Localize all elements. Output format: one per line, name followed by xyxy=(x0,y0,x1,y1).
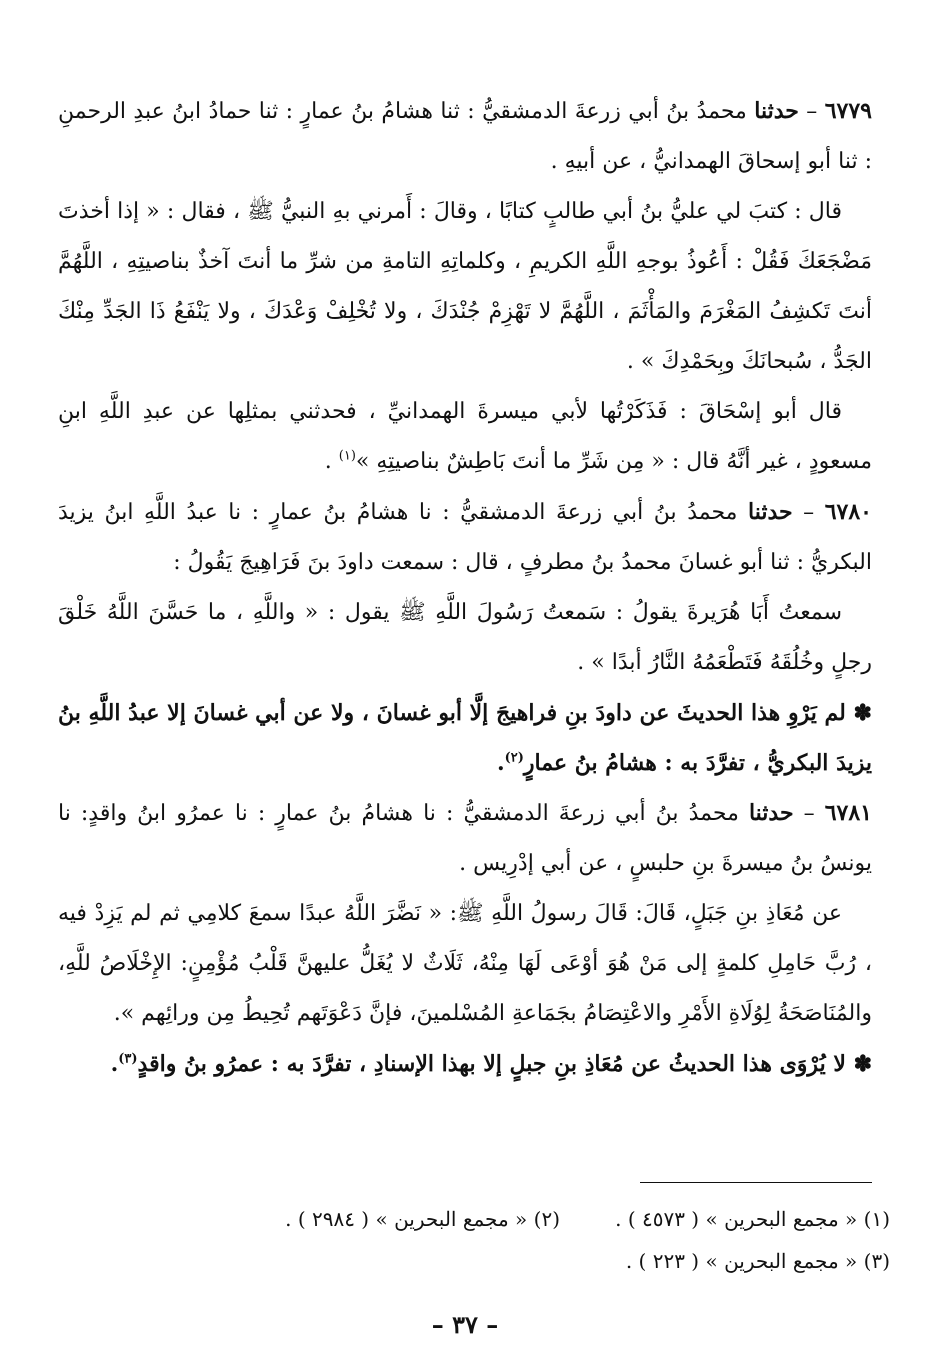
haddathana-label: حدثنا xyxy=(754,98,799,124)
page-body xyxy=(58,86,872,1089)
note-tail: . xyxy=(324,449,339,474)
matn-text: قال : كتبَ لي عليُّ بنُ أبي طالبٍ كتابًا ، وقالَ : أَمرني بهِ النبيُّ ﷺ ، فقال : « إذا أخذتَ مَضْجَعَكَ فَقُلْ : أَعُوذُ بوجهِ اللَّهِ الكريمِ ، وكلماتِهِ التامةِ من شرِّ ما أنتَ آخذٌ بناصيتِهِ ، اللَّهُمَّ أنتَ تَكشِفُ المَغْرَمَ والمَأْثَمَ ، اللَّهُمَّ لا تَهْزِمْ جُنْدَكَ ، ولا تُخْلِفْ وَعْدَكَ ، ولا يَنْفَعُ ذَا الجَدِّ مِنْكَ الجَدُّ ، سُبحانَكَ وبِحَمْدِكَ » . xyxy=(58,199,872,374)
hadith-6781-comment xyxy=(58,1039,872,1089)
hadith-number: ٦٧٨١ xyxy=(824,800,872,826)
isnad-text: محمدُ بنُ أبي زرعةَ الدمشقيُّ : نا هشامُ بنُ عمارٍ : نا عبدُ اللَّهِ ابنُ يزيدَ البكريُّ : ثنا أبو غسانَ محمدُ بنُ مطرفٍ ، قال : سمعت داودَ بنَ فَرَاهِيجَ يَقُولُ : xyxy=(58,500,872,575)
haddathana-label: حدثنا xyxy=(748,800,794,826)
dash: – xyxy=(792,500,825,525)
footnote-ref-2: (٢) xyxy=(504,750,524,766)
isnad-text: محمدُ بنُ أبي زرعةَ الدمشقيُّ : نا هشامُ بنُ عمارٍ : نا عمرُو ابنُ واقدٍ: نا يونسُ بنُ ميسرةَ بنِ حلبسٍ ، عن أبي إدْرِيس . xyxy=(58,801,872,876)
footnote-3: (٣) « مجمع البحرين » ( ٢٢٣ ) . xyxy=(625,1249,890,1273)
footnote-ref-3: (٣) xyxy=(118,1051,138,1067)
footnote-ref-1: (١) xyxy=(338,448,356,464)
hadith-6780-comment xyxy=(58,688,872,788)
hadith-6781-matn xyxy=(58,889,872,1039)
dash: – xyxy=(793,801,825,826)
footnotes xyxy=(90,1198,890,1282)
hadith-6779-isnad xyxy=(58,86,872,187)
dash: – xyxy=(798,99,825,124)
hadith-6780-isnad xyxy=(58,487,872,588)
footnote-row xyxy=(90,1198,890,1240)
footnote-1: (١) « مجمع البحرين » ( ٤٥٧٣ ) . xyxy=(615,1207,890,1231)
hadith-6781-isnad xyxy=(58,788,872,889)
comment-text: ✽ لا يُرْوَى هذا الحديثُ عن مُعَاذِ بنِ جبلٍ إلا بهذا الإسنادِ ، تفرَّدَ به : عمرُو بنُ واقدٍ xyxy=(137,1051,872,1077)
isnad-text: محمدُ بنُ أبي زرعةَ الدمشقيُّ : ثنا هشامُ بنُ عمارٍ : ثنا حمادُ ابنُ عبدِ الرحمنِ : ثنا أبو إسحاقَ الهمدانيُّ ، عن أبيهِ . xyxy=(58,99,872,174)
comment-tail: . xyxy=(110,1051,119,1077)
page-number: – ٣٧ – xyxy=(431,1310,499,1339)
hadith-number: ٦٧٧٩ xyxy=(824,98,872,124)
footnote-row xyxy=(90,1240,890,1282)
hadith-6780-matn xyxy=(58,588,872,688)
hadith-6779-matn xyxy=(58,187,872,387)
note-text: قال أبو إسْحَاقَ : فَذَكَرْتُها لأبي ميسرةَ الهمدانيِّ ، فحدثني بمثلِها عن عبدِ اللَّهِ ابنِ مسعودٍ ، غير أنَّهُ قال : « مِن شَرِّ ما أنتَ بَاطِشٌ بناصيتِهِ » xyxy=(58,399,872,474)
matn-text: عن مُعَاذِ بنِ جَبَلٍ، قَالَ: قَالَ رسولُ اللَّهِ ﷺ: « نَضَّرَ اللَّهُ عبدًا سمعَ كلامِي ثم لم يَزِدْ فيه ، رُبَّ حَامِلِ كلمةٍ إلى مَنْ هُوَ أوْعَى لَهَا مِنْهُ، ثَلَاثٌ لا يُغَلُّ عليهنَّ قَلْبُ مُؤْمِنٍ: الإِخْلَاصُ للَّهِ، والمُنَاصَحَةُ لِوُلَاةِ الأَمْرِ والاعْتِصَامُ بجَمَاعةِ المُسْلمينَ، فإنَّ دَعْوَتَهم تُحِيطُ مِن ورائِهم ». xyxy=(58,901,872,1026)
footnote-2: (٢) « مجمع البحرين » ( ٢٩٨٤ ) . xyxy=(285,1207,560,1231)
haddathana-label: حدثنا xyxy=(748,499,793,525)
matn-text: سمعتُ أَبَا هُرَيرةَ يقولُ : سَمعتُ رَسُولَ اللَّهِ ﷺ يقول : « واللَّهِ ، ما حَسَّنَ اللَّهُ خَلْقَ رجلٍ وخُلُقَهُ فَتَطْعَمُهُ النَّارُ أبدًا » . xyxy=(58,600,872,675)
comment-text: ✽ لم يَرْوِ هذا الحديثَ عن داودَ بنِ فراهيجَ إلَّا أبو غسانَ ، ولا عن أبي غسانَ إلا عبدُ اللَّهِ بنُ يزيدَ البكريُّ ، تفرَّدَ به : هشامُ بنُ عمارٍ xyxy=(58,700,872,776)
comment-tail: . xyxy=(496,750,505,776)
footnote-divider xyxy=(640,1182,872,1183)
hadith-6779-note xyxy=(58,387,872,487)
hadith-number: ٦٧٨٠ xyxy=(824,499,872,525)
